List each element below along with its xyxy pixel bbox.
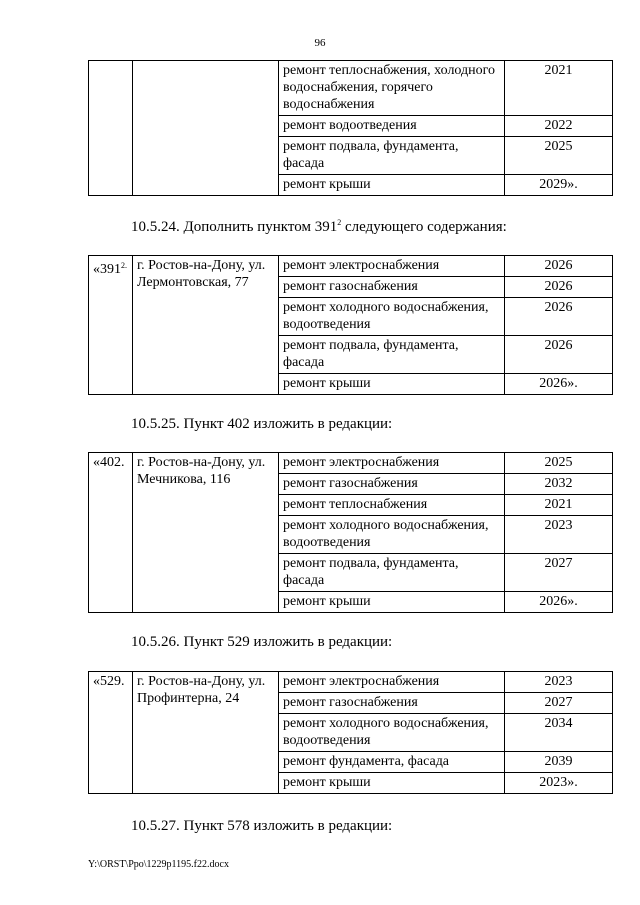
address-cell (133, 61, 279, 196)
work-cell: ремонт электроснабжения (279, 453, 505, 474)
work-cell: ремонт подвала, фундамента, фасада (279, 336, 505, 374)
work-cell: ремонт теплоснабжения (279, 495, 505, 516)
year-cell: 2021 (505, 495, 613, 516)
table-continuation (88, 60, 613, 196)
year-cell: 2026». (505, 374, 613, 395)
year-cell: 2026 (505, 336, 613, 374)
year-cell: 2032 (505, 474, 613, 495)
table-row (89, 61, 613, 116)
year-cell: 2026 (505, 277, 613, 298)
work-cell: ремонт газоснабжения (279, 474, 505, 495)
file-path-footer: Y:\ORST\Ppo\1229p1195.f22.docx (88, 859, 229, 870)
work-cell: ремонт теплоснабжения, холодного водоснабжения, горячего водоснабжения (279, 61, 505, 116)
work-cell: ремонт холодного водоснабжения, водоотведения (279, 714, 505, 752)
work-cell: ремонт электроснабжения (279, 256, 505, 277)
table-391 (88, 255, 613, 395)
work-cell: ремонт крыши (279, 592, 505, 613)
year-cell: 2026 (505, 256, 613, 277)
work-cell: ремонт холодного водоснабжения, водоотведения (279, 516, 505, 554)
paragraph-10-5-27: 10.5.27. Пункт 578 изложить в редакции: (131, 818, 393, 834)
year-cell: 2021 (505, 61, 613, 116)
year-cell: 2026 (505, 298, 613, 336)
table-row (89, 453, 613, 474)
table-529 (88, 671, 613, 794)
year-cell: 2023 (505, 516, 613, 554)
year-cell: 2023 (505, 672, 613, 693)
work-cell: ремонт крыши (279, 175, 505, 196)
work-cell: ремонт холодного водоснабжения, водоотведения (279, 298, 505, 336)
table-row (89, 672, 613, 693)
address-cell: г. Ростов-на-Дону, ул. Лермонтовская, 77 (133, 256, 279, 395)
paragraph-text: следующего содержания: (341, 219, 507, 235)
year-cell: 2027 (505, 693, 613, 714)
num-cell (89, 61, 133, 196)
work-cell: ремонт водоотведения (279, 116, 505, 137)
paragraph-10-5-24 (131, 218, 507, 236)
address-cell: г. Ростов-на-Дону, ул. Профинтерна, 24 (133, 672, 279, 794)
work-cell: ремонт подвала, фундамента, фасада (279, 554, 505, 592)
table-row (89, 256, 613, 277)
item-number: «529. (89, 672, 133, 794)
work-cell: ремонт подвала, фундамента, фасада (279, 137, 505, 175)
page-number: 96 (314, 37, 326, 49)
year-cell: 2025 (505, 137, 613, 175)
year-cell: 2027 (505, 554, 613, 592)
item-number: «$391^{2.}$ (89, 256, 133, 395)
year-cell: 2026». (505, 592, 613, 613)
work-cell: ремонт фундамента, фасада (279, 752, 505, 773)
item-number: «402. (89, 453, 133, 613)
work-cell: ремонт крыши (279, 374, 505, 395)
year-cell: 2023». (505, 773, 613, 794)
superscript: 2 (337, 218, 342, 227)
paragraph-text: 10.5.24. Дополнить пунктом 391 (131, 219, 338, 235)
year-cell: 2039 (505, 752, 613, 773)
year-cell: 2022 (505, 116, 613, 137)
paragraph-10-5-26: 10.5.26. Пункт 529 изложить в редакции: (131, 634, 393, 650)
work-cell: ремонт электроснабжения (279, 672, 505, 693)
work-cell: ремонт крыши (279, 773, 505, 794)
year-cell: 2025 (505, 453, 613, 474)
address-cell: г. Ростов-на-Дону, ул. Мечникова, 116 (133, 453, 279, 613)
year-cell: 2029». (505, 175, 613, 196)
work-cell: ремонт газоснабжения (279, 277, 505, 298)
table-402 (88, 452, 613, 613)
year-cell: 2034 (505, 714, 613, 752)
paragraph-10-5-25: 10.5.25. Пункт 402 изложить в редакции: (131, 416, 393, 432)
work-cell: ремонт газоснабжения (279, 693, 505, 714)
